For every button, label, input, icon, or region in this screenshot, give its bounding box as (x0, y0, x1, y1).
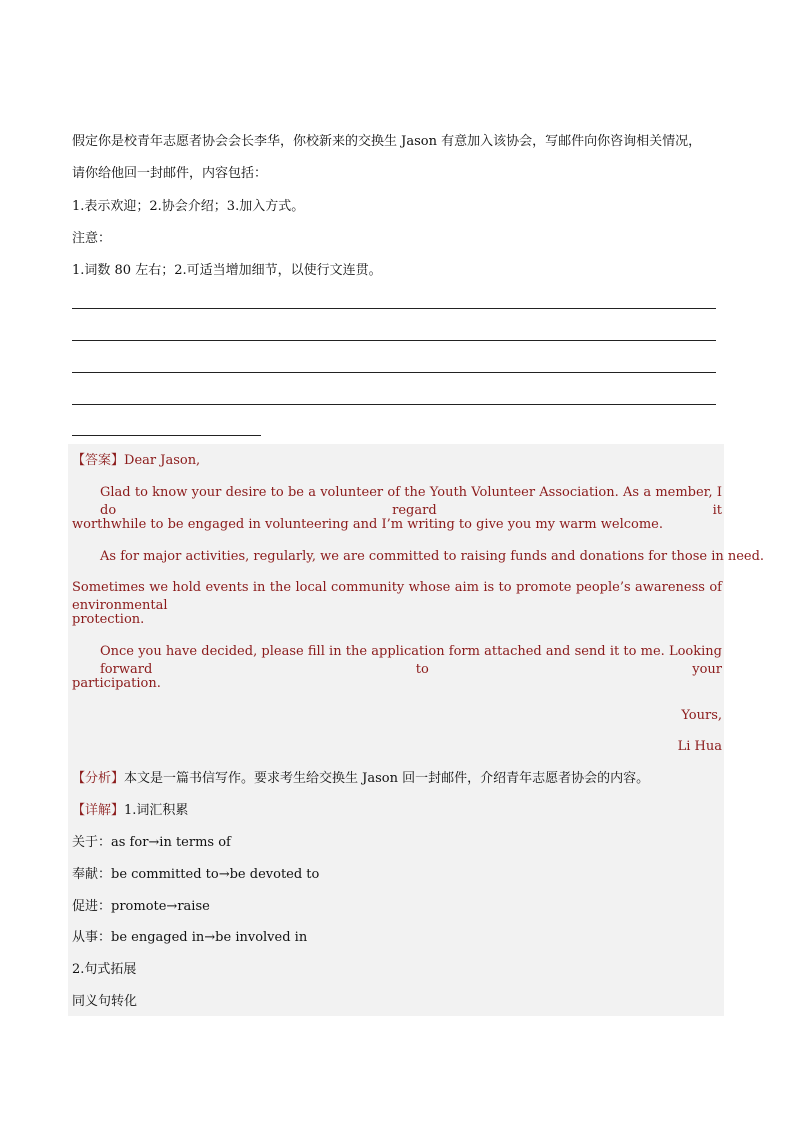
vocab-item: 奉献：be committed to→be devoted to (72, 867, 320, 882)
writing-line (72, 372, 716, 373)
vocab-item: 从事：be engaged in→be involved in (72, 930, 308, 945)
synonym-sentence-heading: 同义句转化 (72, 994, 138, 1009)
vocab-item: 关于：as for→in terms of (72, 835, 231, 850)
answer-closing: Yours, (681, 708, 722, 723)
writing-line (72, 308, 716, 309)
answer-paragraph-1a: Glad to know your desire to be a volunteer of the Youth Volunteer Association. As a member, I do regard it (100, 485, 722, 518)
prompt-line-2: 请你给他回一封邮件，内容包括： (72, 166, 268, 181)
analysis-line: 【分析】本文是一篇书信写作。要求考生给交换生 Jason 回一封邮件，介绍青年志愿者协会的内容。 (72, 771, 650, 786)
answer-paragraph-1b: worthwhile to be engaged in volunteering and I’m writing to give you my warm welcome. (72, 517, 664, 532)
answer-paragraph-2b: Sometimes we hold events in the local community whose aim is to promote people’s awareness of environmental (72, 580, 722, 613)
note-heading: 注意： (72, 231, 112, 246)
answer-paragraph-3a: Once you have decided, please fill in the application form attached and send it to me. Looking forward to your (100, 644, 722, 677)
detail-line: 【详解】1.词汇积累 (72, 803, 189, 818)
analysis-tag: 【分析】 (72, 771, 125, 786)
prompt-line-1: 假定你是校青年志愿者协会会长李华，你校新来的交换生 Jason 有意加入该协会，写邮件向你咨询相关情况， (72, 134, 702, 149)
writing-line (72, 340, 716, 341)
answer-salutation: 【答案】Dear Jason, (72, 453, 201, 468)
answer-paragraph-2c: protection. (72, 612, 145, 627)
sentence-expansion-heading: 2.句式拓展 (72, 962, 137, 977)
answer-signature: Li Hua (677, 739, 722, 754)
detail-tag: 【详解】 (72, 803, 125, 818)
answer-paragraph-2a: As for major activities, regularly, we are committed to raising funds and donations for those in need. (100, 549, 765, 564)
writing-line-short (72, 435, 261, 436)
answer-paragraph-3b: participation. (72, 676, 161, 691)
note-content: 1.词数 80 左右；2.可适当增加细节，以使行文连贯。 (72, 263, 382, 278)
writing-line (72, 404, 716, 405)
answer-tag: 【答案】 (72, 453, 125, 468)
vocab-item: 促进：promote→raise (72, 899, 210, 914)
prompt-requirements: 1.表示欢迎；2.协会介绍；3.加入方式。 (72, 199, 305, 214)
